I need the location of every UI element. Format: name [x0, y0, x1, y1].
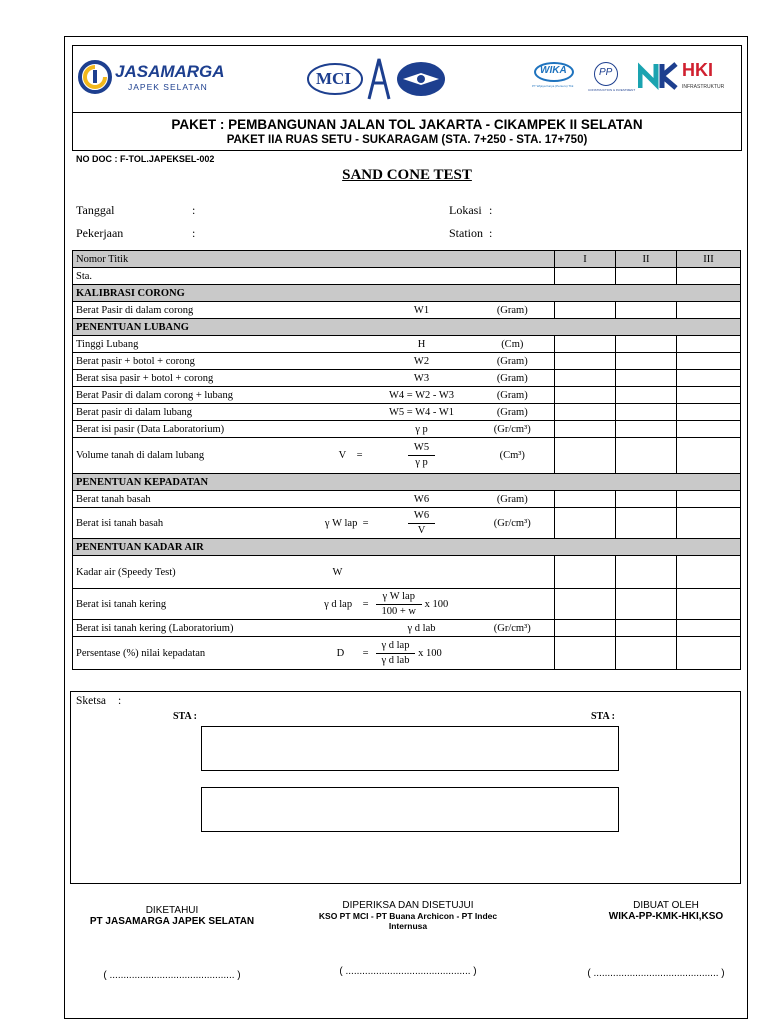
table-row — [73, 336, 741, 353]
cell-input[interactable] — [555, 421, 616, 438]
row-label: Berat sisa pasir + botol + corong — [73, 370, 303, 387]
row-label: Volume tanah di dalam lubang — [73, 438, 303, 474]
signature-block-3 — [576, 900, 756, 922]
table-row — [73, 353, 741, 370]
cell-input[interactable] — [677, 336, 741, 353]
cell-input[interactable] — [677, 637, 741, 670]
pp-text: PP — [599, 67, 613, 78]
row-unit: (Gram) — [471, 387, 555, 404]
formula-mult: x 100 — [424, 598, 449, 610]
doc-number: NO DOC : F-TOL.JAPEKSEL-002 — [76, 154, 215, 164]
row-unit: (Gram) — [471, 353, 555, 370]
cell-input[interactable] — [677, 421, 741, 438]
signature-block-2 — [318, 900, 498, 931]
cell-input[interactable] — [616, 491, 677, 508]
mci-logo-group — [307, 55, 447, 105]
signature-org: KSO PT MCI - PT Buana Archicon - PT Indec Internusa — [318, 911, 498, 931]
cell-input[interactable] — [616, 508, 677, 539]
wika-text: WIKA — [540, 65, 567, 76]
jasamarga-name: JASAMARGA — [115, 62, 225, 81]
table-row — [73, 302, 741, 319]
signature-role: DIBUAT OLEH — [633, 900, 699, 911]
fraction — [408, 441, 435, 470]
fraction-num: γ d lap — [376, 639, 416, 654]
section-row — [73, 285, 741, 302]
wika-logo — [532, 62, 582, 92]
cell-input[interactable] — [677, 491, 741, 508]
table-row — [73, 438, 741, 474]
cell-input[interactable] — [555, 438, 616, 474]
row-symbol: W1 — [373, 302, 471, 319]
row-symbol: W4 = W2 - W3 — [373, 387, 471, 404]
row-symbol: W2 — [373, 353, 471, 370]
fraction — [408, 509, 435, 538]
signature-line-2[interactable]: ( ............................................. ) — [339, 966, 477, 977]
table-row — [73, 404, 741, 421]
fraction-den: 100 + w — [381, 605, 417, 617]
hki-tagline: INFRASTRUKTUR — [682, 84, 725, 90]
cell-input[interactable] — [616, 387, 677, 404]
col-i-header: I — [555, 251, 616, 268]
row-symbol: W3 — [373, 370, 471, 387]
cell-input[interactable] — [616, 637, 677, 670]
cell-input[interactable] — [616, 404, 677, 421]
lokasi-colon: : — [489, 203, 493, 217]
table-header-row — [73, 251, 741, 268]
project-subtitle: PAKET IIA RUAS SETU - SUKARAGAM (STA. 7+250 - STA. 17+750) — [226, 134, 588, 146]
fraction-den: γ d lab — [381, 654, 410, 666]
cell-input[interactable] — [677, 268, 741, 285]
row-label: Berat pasir di dalam lubang — [73, 404, 303, 421]
cell-input[interactable] — [616, 556, 677, 589]
section-kadar: PENENTUAN KADAR AIR — [73, 539, 741, 556]
row-unit: (Cm) — [471, 336, 555, 353]
jasamarga-emblem-icon — [78, 60, 112, 94]
fraction-num: W5 — [408, 441, 435, 456]
table-row — [73, 556, 741, 589]
cell-input[interactable] — [555, 508, 616, 539]
cell-input[interactable] — [555, 637, 616, 670]
hki-logo — [638, 60, 728, 94]
cell-input[interactable] — [616, 589, 677, 620]
signature-line-3[interactable]: ( ............................................. ) — [587, 968, 725, 979]
wika-tagline: PT Wijaya Karya (Persero) Tbk — [532, 84, 574, 88]
cell-input[interactable] — [616, 438, 677, 474]
cell-input[interactable] — [555, 620, 616, 637]
pp-tagline: CONSTRUCTION & INVESTMENT — [588, 88, 636, 92]
cell-input[interactable] — [555, 268, 616, 285]
pp-logo — [588, 62, 636, 94]
row-unit: (Gr/cm³) — [471, 620, 555, 637]
formula-lhs: γ d lap — [324, 598, 353, 610]
table-row — [73, 268, 741, 285]
jasamarga-sub: JAPEK SELATAN — [128, 82, 208, 92]
row-label: Berat isi tanah basah — [73, 508, 303, 539]
formula-mult: x 100 — [418, 647, 442, 659]
row-unit: (Gr/cm³) — [471, 421, 555, 438]
cell-input[interactable] — [677, 438, 741, 474]
row-label: Tinggi Lubang — [73, 336, 303, 353]
row-symbol: W6 — [373, 491, 471, 508]
cell-input[interactable] — [677, 353, 741, 370]
cell-input[interactable] — [677, 620, 741, 637]
cell-input[interactable] — [616, 421, 677, 438]
table-row — [73, 370, 741, 387]
sta-left-label: STA : — [173, 711, 197, 722]
row-label: Berat isi tanah kering (Laboratorium) — [73, 620, 303, 637]
sta-right-label: STA : — [591, 711, 615, 722]
formula-lhs: V — [338, 450, 347, 461]
table-row — [73, 637, 741, 670]
station-label: Station — [449, 226, 484, 240]
cell-input[interactable] — [555, 387, 616, 404]
col-ii-header: II — [616, 251, 677, 268]
cell-input[interactable] — [555, 370, 616, 387]
row-label: Persentase (%) nilai kepadatan — [73, 637, 303, 670]
cell-input[interactable] — [677, 404, 741, 421]
hki-text: HKI — [682, 60, 713, 80]
fraction-num: W6 — [408, 509, 435, 524]
mci-text: MCI — [316, 69, 351, 88]
formula-lhs: γ W lap — [324, 517, 358, 529]
header-divider — [72, 112, 742, 113]
signature-line-1[interactable]: ( ............................................. ) — [103, 970, 241, 981]
cell-input[interactable] — [616, 370, 677, 387]
cell-input[interactable] — [616, 353, 677, 370]
sketch-label: Sketsa — [76, 695, 107, 707]
cell-input[interactable] — [616, 302, 677, 319]
row-symbol: γ p — [373, 421, 471, 438]
cell-input[interactable] — [555, 589, 616, 620]
fraction-den: V — [417, 524, 426, 536]
formula-eq: = — [362, 598, 369, 610]
pekerjaan-colon: : — [192, 226, 196, 240]
signature-org: WIKA-PP-KMK-HKI,KSO — [608, 911, 724, 922]
formula-lhs: D — [336, 647, 345, 659]
cell-input[interactable] — [677, 302, 741, 319]
row-unit: (Cm³) — [471, 438, 555, 474]
row-symbol: W5 = W4 - W1 — [373, 404, 471, 421]
signature-org: PT JASAMARGA JAPEK SELATAN — [89, 916, 255, 927]
cell-input[interactable] — [616, 336, 677, 353]
section-kepadatan: PENENTUAN KEPADATAN — [73, 474, 741, 491]
col-iii-header: III — [677, 251, 741, 268]
cell-input[interactable] — [555, 404, 616, 421]
row-unit: (Gr/cm³) — [471, 508, 555, 539]
row-label: Berat Pasir di dalam corong + lubang — [73, 387, 303, 404]
section-kalibrasi: KALIBRASI CORONG — [73, 285, 741, 302]
cell-input[interactable] — [677, 589, 741, 620]
cell-input[interactable] — [677, 508, 741, 539]
section-lubang: PENENTUAN LUBANG — [73, 319, 741, 336]
tanggal-label: Tanggal — [76, 203, 115, 217]
cell-input[interactable] — [616, 620, 677, 637]
cell-input[interactable] — [555, 353, 616, 370]
fraction — [376, 639, 416, 668]
sketch-area-bottom[interactable] — [201, 787, 619, 832]
signature-role: DIPERIKSA DAN DISETUJUI — [342, 900, 474, 911]
row-label: Berat isi tanah kering — [73, 589, 303, 620]
section-row — [73, 319, 741, 336]
row-unit: (Gram) — [471, 302, 555, 319]
sketch-colon: : — [118, 695, 122, 707]
sta-label: Sta. — [73, 268, 555, 285]
pekerjaan-label: Pekerjaan — [76, 226, 124, 240]
table-row — [73, 620, 741, 637]
table-row — [73, 589, 741, 620]
row-unit: (Gram) — [471, 491, 555, 508]
hki-mark-icon — [638, 62, 680, 90]
doc-title: SAND CONE TEST — [342, 167, 472, 183]
row-symbol: W — [303, 556, 373, 589]
fraction-den: γ p — [415, 457, 428, 468]
cell-input[interactable] — [616, 268, 677, 285]
signature-role: DIKETAHUI — [145, 905, 199, 916]
nomor-titik-header: Nomor Titik — [73, 251, 555, 268]
project-title: PAKET : PEMBANGUNAN JALAN TOL JAKARTA - CIKAMPEK II SELATAN — [171, 117, 643, 132]
cell-input[interactable] — [555, 491, 616, 508]
cell-input[interactable] — [555, 556, 616, 589]
row-unit: (Gram) — [471, 404, 555, 421]
cell-input[interactable] — [677, 556, 741, 589]
fraction — [376, 590, 423, 619]
row-symbol: γ d lab — [373, 620, 471, 637]
row-label: Berat isi pasir (Data Laboratorium) — [73, 421, 303, 438]
formula-eq: = — [362, 647, 369, 659]
row-symbol: H — [373, 336, 471, 353]
sand-cone-table — [72, 250, 741, 670]
signature-block-1 — [82, 905, 262, 927]
fraction-num: γ W lap — [376, 590, 423, 605]
section-row — [73, 474, 741, 491]
table-row — [73, 421, 741, 438]
row-label: Berat pasir + botol + corong — [73, 353, 303, 370]
lokasi-label: Lokasi — [449, 203, 482, 217]
table-row — [73, 387, 741, 404]
cell-input[interactable] — [555, 336, 616, 353]
row-label: Berat tanah basah — [73, 491, 303, 508]
cell-input[interactable] — [555, 302, 616, 319]
table-row — [73, 491, 741, 508]
row-unit: (Gram) — [471, 370, 555, 387]
tanggal-colon: : — [192, 203, 196, 217]
station-colon: : — [489, 226, 493, 240]
row-label: Berat Pasir di dalam corong — [73, 302, 303, 319]
table-row — [73, 508, 741, 539]
row-label: Kadar air (Speedy Test) — [73, 556, 303, 589]
formula-eq: = — [356, 450, 363, 461]
sketch-area-top[interactable] — [201, 726, 619, 771]
cell-input[interactable] — [677, 387, 741, 404]
cell-input[interactable] — [677, 370, 741, 387]
formula-eq: = — [362, 517, 369, 529]
jasamarga-logo — [78, 60, 228, 96]
section-row — [73, 539, 741, 556]
